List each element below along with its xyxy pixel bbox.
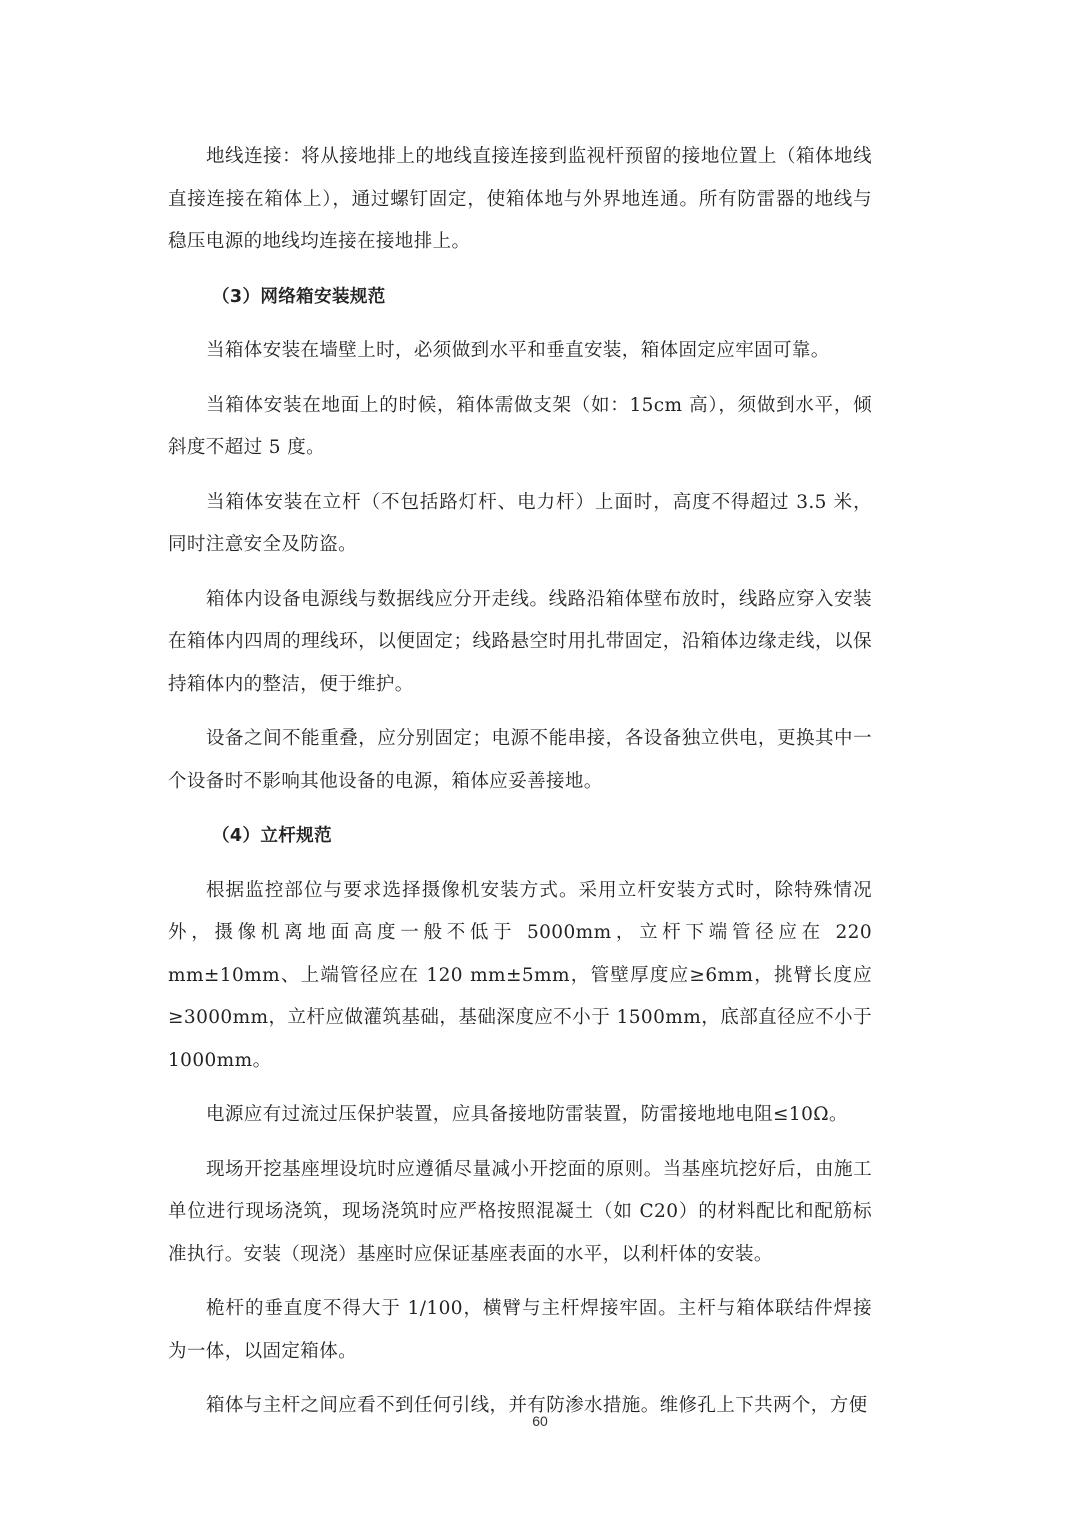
paragraph-verticality: 桅杆的垂直度不得大于 1/100，横臂与主杆焊接牢固。主杆与箱体联结件焊接为一体，以固定箱体。: [168, 1298, 872, 1362]
section-heading-pole-spec: （4）立杆规范: [212, 826, 332, 846]
paragraph-cable-routing: 箱体与主杆之间应看不到任何引线，并有防渗水措施。维修孔上下共两个，方便: [206, 1395, 868, 1416]
paragraph-pole-installation: 当箱体安装在立杆（不包括路灯杆、电力杆）上面时，高度不得超过 3.5 米，同时注意安全及防盗。: [168, 491, 872, 555]
paragraph-grounding-connection: 地线连接：将从接地排上的地线直接连接到监视杆预留的接地位置上（箱体地线直接连接在箱体上），通过螺钉固定，使箱体地与外界地连通。所有防雷器的地线与稳压电源的地线均连接在接地排上。: [168, 146, 872, 252]
paragraph-foundation: 现场开挖基座埋设坑时应遵循尽量减小开挖面的原则。当基座坑挖好后，由施工单位进行现场浇筑，现场浇筑时应严格按照混凝土（如 C20）的材料配比和配筋标准执行。安装（现浇）基座时应保证基座表面的水平，以利杆体的安装。: [168, 1158, 872, 1265]
paragraph-wall-installation: 当箱体安装在墙壁上时，必须做到水平和垂直安装，箱体固定应牢固可靠。: [206, 340, 830, 361]
paragraph-power-protection: 电源应有过流过压保护装置，应具备接地防雷装置，防雷接地地电阻≤10Ω。: [206, 1104, 848, 1125]
document-body: [168, 136, 872, 1440]
paragraph-ground-installation: 当箱体安装在地面上的时候，箱体需做支架（如：15cm 高），须做到水平，倾斜度不超过 5 度。: [168, 394, 872, 458]
paragraph-camera-mounting: 根据监控部位与要求选择摄像机安装方式。采用立杆安装方式时，除特殊情况外，摄像机离地面高度一般不低于 5000mm，立杆下端管径应在 220 mm±10mm、上端管径应在 120 mm±5mm，管壁厚度应≥6mm，挑臂长度应≥3000mm，立杆应做灌筑基础，基础深度应不小于 1500mm，底部直径应不小于 1000mm。: [168, 879, 872, 1071]
page-number: 60: [532, 1413, 548, 1429]
paragraph-wiring: 箱体内设备电源线与数据线应分开走线。线路沿箱体壁布放时，线路应穿入安装在箱体内四周的理线环，以便固定；线路悬空时用扎带固定，沿箱体边缘走线，以保持箱体内的整洁，便于维护。: [168, 588, 872, 695]
paragraph-device-mounting: 设备之间不能重叠，应分别固定；电源不能串接，各设备独立供电，更换其中一个设备时不影响其他设备的电源，箱体应妥善接地。: [168, 728, 872, 792]
section-heading-network-box: （3）网络箱安装规范: [212, 286, 386, 307]
